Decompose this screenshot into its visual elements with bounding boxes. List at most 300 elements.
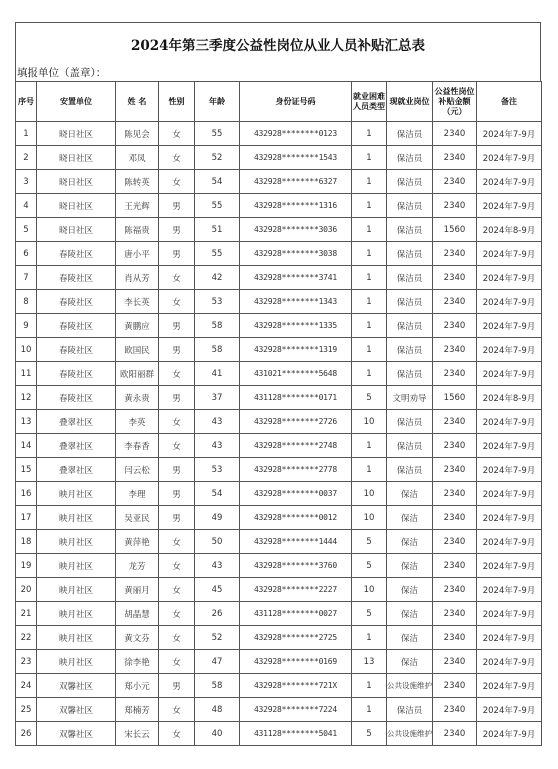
gender: 女 <box>159 554 195 578</box>
current-post: 保洁员 <box>387 218 433 242</box>
age: 55 <box>195 122 240 146</box>
id-number: 432928********1543 <box>240 146 352 170</box>
row-index: 12 <box>16 386 37 410</box>
remarks: 2024年7-9月 <box>477 314 542 338</box>
id-number: 432928********721X <box>240 674 352 698</box>
gender: 女 <box>159 266 195 290</box>
col-header-age: 年龄 <box>195 82 240 122</box>
current-post: 保洁员 <box>387 122 433 146</box>
table-row <box>16 170 542 194</box>
id-number: 432928********1316 <box>240 194 352 218</box>
table-row <box>16 650 542 674</box>
person-name: 李长英 <box>116 290 159 314</box>
remarks: 2024年7-9月 <box>477 482 542 506</box>
placement-unit: 映月社区 <box>37 482 116 506</box>
table-row <box>16 458 542 482</box>
placement-unit: 映月社区 <box>37 602 116 626</box>
current-post: 保洁员 <box>387 434 433 458</box>
gender: 女 <box>159 602 195 626</box>
remarks: 2024年7-9月 <box>477 530 542 554</box>
hardship-type: 1 <box>352 434 387 458</box>
age: 53 <box>195 458 240 482</box>
placement-unit: 叠翠社区 <box>37 410 116 434</box>
hardship-type: 5 <box>352 554 387 578</box>
person-name: 欧阳丽群 <box>116 362 159 386</box>
table-row <box>16 554 542 578</box>
placement-unit: 映月社区 <box>37 650 116 674</box>
remarks: 2024年7-9月 <box>477 626 542 650</box>
age: 40 <box>195 722 240 746</box>
subsidy-amount: 2340 <box>433 554 477 578</box>
col-header-name: 姓 名 <box>116 82 159 122</box>
person-name: 李春香 <box>116 434 159 458</box>
age: 48 <box>195 698 240 722</box>
gender: 女 <box>159 530 195 554</box>
table-row <box>16 362 542 386</box>
remarks: 2024年7-9月 <box>477 146 542 170</box>
id-number: 432928********2725 <box>240 626 352 650</box>
person-name: 黄丽月 <box>116 578 159 602</box>
remarks: 2024年7-9月 <box>477 338 542 362</box>
current-post: 保洁 <box>387 650 433 674</box>
person-name: 陈福贵 <box>116 218 159 242</box>
remarks: 2024年7-9月 <box>477 506 542 530</box>
gender: 女 <box>159 626 195 650</box>
age: 43 <box>195 434 240 458</box>
hardship-type: 1 <box>352 698 387 722</box>
age: 43 <box>195 410 240 434</box>
id-number: 432928********3036 <box>240 218 352 242</box>
remarks: 2024年7-9月 <box>477 434 542 458</box>
id-number: 432928********0012 <box>240 506 352 530</box>
id-number: 431021********5648 <box>240 362 352 386</box>
hardship-type: 1 <box>352 362 387 386</box>
row-index: 25 <box>16 698 37 722</box>
row-index: 3 <box>16 170 37 194</box>
col-header-hardship-type: 就业困难人员类型 <box>352 82 387 122</box>
age: 42 <box>195 266 240 290</box>
gender: 男 <box>159 506 195 530</box>
gender: 女 <box>159 434 195 458</box>
subsidy-amount: 2340 <box>433 578 477 602</box>
placement-unit: 晓日社区 <box>37 146 116 170</box>
subsidy-amount: 2340 <box>433 674 477 698</box>
current-post: 保洁员 <box>387 458 433 482</box>
placement-unit: 叠翠社区 <box>37 458 116 482</box>
id-number: 432928********0169 <box>240 650 352 674</box>
hardship-type: 1 <box>352 674 387 698</box>
remarks: 2024年7-9月 <box>477 650 542 674</box>
gender: 男 <box>159 218 195 242</box>
reporting-unit-label: 填报单位（盖章）： <box>15 65 541 81</box>
subsidy-amount: 2340 <box>433 650 477 674</box>
subsidy-summary-sheet <box>15 22 541 746</box>
current-post: 保洁员 <box>387 338 433 362</box>
person-name: 欧国民 <box>116 338 159 362</box>
table-row <box>16 122 542 146</box>
table-row <box>16 338 542 362</box>
remarks: 2024年7-9月 <box>477 698 542 722</box>
hardship-type: 1 <box>352 314 387 338</box>
sheet-title: 2024年第三季度公益性岗位从业人员补贴汇总表 <box>15 22 541 65</box>
subsidy-amount: 2340 <box>433 362 477 386</box>
table-row <box>16 386 542 410</box>
subsidy-amount: 2340 <box>433 122 477 146</box>
person-name: 吴亚民 <box>116 506 159 530</box>
table-row <box>16 242 542 266</box>
hardship-type: 1 <box>352 146 387 170</box>
age: 49 <box>195 506 240 530</box>
subsidy-amount: 2340 <box>433 338 477 362</box>
subsidy-amount: 1560 <box>433 218 477 242</box>
gender: 女 <box>159 722 195 746</box>
row-index: 26 <box>16 722 37 746</box>
hardship-type: 1 <box>352 242 387 266</box>
col-header-gender: 性别 <box>159 82 195 122</box>
id-number: 432928********1444 <box>240 530 352 554</box>
placement-unit: 晓日社区 <box>37 218 116 242</box>
subsidy-amount: 2340 <box>433 458 477 482</box>
age: 55 <box>195 194 240 218</box>
age: 50 <box>195 530 240 554</box>
person-name: 李英 <box>116 410 159 434</box>
row-index: 16 <box>16 482 37 506</box>
row-index: 21 <box>16 602 37 626</box>
gender: 男 <box>159 482 195 506</box>
age: 58 <box>195 314 240 338</box>
gender: 女 <box>159 170 195 194</box>
remarks: 2024年7-9月 <box>477 410 542 434</box>
gender: 女 <box>159 698 195 722</box>
row-index: 14 <box>16 434 37 458</box>
remarks: 2024年7-9月 <box>477 362 542 386</box>
person-name: 龙芳 <box>116 554 159 578</box>
subsidy-amount: 2340 <box>433 242 477 266</box>
current-post: 保洁 <box>387 578 433 602</box>
age: 45 <box>195 578 240 602</box>
row-index: 17 <box>16 506 37 530</box>
table-row <box>16 290 542 314</box>
col-header-index: 序号 <box>16 82 37 122</box>
person-name: 李理 <box>116 482 159 506</box>
placement-unit: 晓日社区 <box>37 170 116 194</box>
subsidy-amount: 2340 <box>433 602 477 626</box>
gender: 男 <box>159 194 195 218</box>
subsidy-amount: 2340 <box>433 626 477 650</box>
placement-unit: 春陵社区 <box>37 266 116 290</box>
hardship-type: 1 <box>352 122 387 146</box>
subsidy-amount: 1560 <box>433 386 477 410</box>
hardship-type: 5 <box>352 530 387 554</box>
remarks: 2024年7-9月 <box>477 554 542 578</box>
person-name: 黄鹏应 <box>116 314 159 338</box>
row-index: 24 <box>16 674 37 698</box>
id-number: 432928********2748 <box>240 434 352 458</box>
remarks: 2024年7-9月 <box>477 122 542 146</box>
hardship-type: 5 <box>352 602 387 626</box>
hardship-type: 10 <box>352 506 387 530</box>
age: 41 <box>195 362 240 386</box>
col-header-current-post: 现就业岗位 <box>387 82 433 122</box>
age: 55 <box>195 242 240 266</box>
person-name: 郑小元 <box>116 674 159 698</box>
hardship-type: 13 <box>352 650 387 674</box>
table-row <box>16 410 542 434</box>
age: 52 <box>195 626 240 650</box>
current-post: 保洁员 <box>387 410 433 434</box>
placement-unit: 春陵社区 <box>37 386 116 410</box>
remarks: 2024年8-9月 <box>477 218 542 242</box>
subsidy-amount: 2340 <box>433 482 477 506</box>
placement-unit: 叠翠社区 <box>37 434 116 458</box>
table-row <box>16 266 542 290</box>
table-row <box>16 218 542 242</box>
placement-unit: 晓日社区 <box>37 122 116 146</box>
hardship-type: 1 <box>352 290 387 314</box>
col-header-subsidy-amount: 公益性岗位补贴金额（元） <box>433 82 477 122</box>
id-number: 432928********1319 <box>240 338 352 362</box>
gender: 女 <box>159 578 195 602</box>
table-row <box>16 506 542 530</box>
id-number: 432928********2726 <box>240 410 352 434</box>
table-header-row <box>16 82 542 122</box>
subsidy-amount: 2340 <box>433 266 477 290</box>
id-number: 432928********2778 <box>240 458 352 482</box>
gender: 男 <box>159 386 195 410</box>
row-index: 18 <box>16 530 37 554</box>
subsidy-amount: 2340 <box>433 290 477 314</box>
id-number: 432928********6327 <box>240 170 352 194</box>
gender: 女 <box>159 146 195 170</box>
id-number: 432928********0037 <box>240 482 352 506</box>
person-name: 胡晶慧 <box>116 602 159 626</box>
current-post: 保洁员 <box>387 266 433 290</box>
gender: 女 <box>159 410 195 434</box>
subsidy-amount: 2340 <box>433 146 477 170</box>
current-post: 文明劝导 <box>387 386 433 410</box>
row-index: 9 <box>16 314 37 338</box>
remarks: 2024年7-9月 <box>477 458 542 482</box>
gender: 女 <box>159 122 195 146</box>
hardship-type: 1 <box>352 194 387 218</box>
current-post: 保洁员 <box>387 314 433 338</box>
remarks: 2024年7-9月 <box>477 242 542 266</box>
remarks: 2024年7-9月 <box>477 722 542 746</box>
placement-unit: 映月社区 <box>37 626 116 650</box>
subsidy-amount: 2340 <box>433 506 477 530</box>
subsidy-amount: 2340 <box>433 434 477 458</box>
id-number: 432928********3038 <box>240 242 352 266</box>
remarks: 2024年7-9月 <box>477 266 542 290</box>
gender: 男 <box>159 458 195 482</box>
row-index: 22 <box>16 626 37 650</box>
placement-unit: 映月社区 <box>37 554 116 578</box>
placement-unit: 春陵社区 <box>37 362 116 386</box>
row-index: 20 <box>16 578 37 602</box>
age: 58 <box>195 338 240 362</box>
table-row <box>16 482 542 506</box>
current-post: 保洁员 <box>387 698 433 722</box>
current-post: 保洁 <box>387 554 433 578</box>
id-number: 432928********2227 <box>240 578 352 602</box>
gender: 男 <box>159 338 195 362</box>
subsidy-amount: 2340 <box>433 170 477 194</box>
row-index: 5 <box>16 218 37 242</box>
subsidy-amount: 2340 <box>433 722 477 746</box>
placement-unit: 春陵社区 <box>37 338 116 362</box>
person-name: 宋长云 <box>116 722 159 746</box>
table-row <box>16 146 542 170</box>
row-index: 6 <box>16 242 37 266</box>
person-name: 闫云松 <box>116 458 159 482</box>
table-row <box>16 626 542 650</box>
age: 58 <box>195 674 240 698</box>
hardship-type: 1 <box>352 218 387 242</box>
subsidy-amount: 2340 <box>433 314 477 338</box>
hardship-type: 1 <box>352 458 387 482</box>
remarks: 2024年7-9月 <box>477 602 542 626</box>
row-index: 1 <box>16 122 37 146</box>
person-name: 徐李艳 <box>116 650 159 674</box>
gender: 女 <box>159 650 195 674</box>
table-row <box>16 530 542 554</box>
person-name: 唐小平 <box>116 242 159 266</box>
gender: 男 <box>159 314 195 338</box>
remarks: 2024年8-9月 <box>477 386 542 410</box>
id-number: 432928********7224 <box>240 698 352 722</box>
id-number: 431128********0027 <box>240 602 352 626</box>
col-header-id-number: 身份证号码 <box>240 82 352 122</box>
hardship-type: 10 <box>352 410 387 434</box>
hardship-type: 10 <box>352 482 387 506</box>
age: 54 <box>195 170 240 194</box>
subsidy-amount: 2340 <box>433 194 477 218</box>
id-number: 431128********5041 <box>240 722 352 746</box>
age: 53 <box>195 290 240 314</box>
person-name: 黄萍艳 <box>116 530 159 554</box>
id-number: 432928********0123 <box>240 122 352 146</box>
current-post: 保洁员 <box>387 362 433 386</box>
person-name: 陈见会 <box>116 122 159 146</box>
hardship-type: 1 <box>352 626 387 650</box>
current-post: 保洁员 <box>387 290 433 314</box>
row-index: 4 <box>16 194 37 218</box>
remarks: 2024年7-9月 <box>477 194 542 218</box>
current-post: 保洁员 <box>387 170 433 194</box>
subsidy-amount: 2340 <box>433 530 477 554</box>
table-row <box>16 578 542 602</box>
current-post: 保洁 <box>387 506 433 530</box>
person-name: 郑楠芳 <box>116 698 159 722</box>
id-number: 432928********3741 <box>240 266 352 290</box>
current-post: 保洁 <box>387 626 433 650</box>
remarks: 2024年7-9月 <box>477 674 542 698</box>
id-number: 432928********1343 <box>240 290 352 314</box>
table-row <box>16 602 542 626</box>
person-name: 邓凤 <box>116 146 159 170</box>
current-post: 公共设施维护 <box>387 722 433 746</box>
current-post: 保洁员 <box>387 146 433 170</box>
placement-unit: 映月社区 <box>37 578 116 602</box>
row-index: 15 <box>16 458 37 482</box>
person-name: 黄文芬 <box>116 626 159 650</box>
current-post: 保洁 <box>387 482 433 506</box>
remarks: 2024年7-9月 <box>477 578 542 602</box>
table-row <box>16 698 542 722</box>
subsidy-table <box>15 81 542 746</box>
placement-unit: 双馨社区 <box>37 674 116 698</box>
subsidy-amount: 2340 <box>433 410 477 434</box>
hardship-type: 1 <box>352 266 387 290</box>
row-index: 2 <box>16 146 37 170</box>
age: 51 <box>195 218 240 242</box>
row-index: 13 <box>16 410 37 434</box>
age: 26 <box>195 602 240 626</box>
gender: 女 <box>159 290 195 314</box>
current-post: 保洁员 <box>387 242 433 266</box>
placement-unit: 晓日社区 <box>37 194 116 218</box>
gender: 男 <box>159 674 195 698</box>
table-row <box>16 722 542 746</box>
id-number: 432928********3760 <box>240 554 352 578</box>
hardship-type: 10 <box>352 578 387 602</box>
age: 47 <box>195 650 240 674</box>
current-post: 保洁 <box>387 602 433 626</box>
placement-unit: 双馨社区 <box>37 722 116 746</box>
current-post: 保洁 <box>387 530 433 554</box>
id-number: 432928********1335 <box>240 314 352 338</box>
hardship-type: 1 <box>352 170 387 194</box>
hardship-type: 1 <box>352 338 387 362</box>
table-row <box>16 434 542 458</box>
gender: 女 <box>159 362 195 386</box>
current-post: 公共设施维护 <box>387 674 433 698</box>
person-name: 肖从芳 <box>116 266 159 290</box>
row-index: 10 <box>16 338 37 362</box>
age: 43 <box>195 554 240 578</box>
row-index: 11 <box>16 362 37 386</box>
id-number: 431128********0171 <box>240 386 352 410</box>
hardship-type: 5 <box>352 386 387 410</box>
placement-unit: 映月社区 <box>37 530 116 554</box>
remarks: 2024年7-9月 <box>477 290 542 314</box>
col-header-unit: 安置单位 <box>37 82 116 122</box>
table-row <box>16 314 542 338</box>
gender: 男 <box>159 242 195 266</box>
row-index: 8 <box>16 290 37 314</box>
placement-unit: 双馨社区 <box>37 698 116 722</box>
placement-unit: 春陵社区 <box>37 314 116 338</box>
row-index: 23 <box>16 650 37 674</box>
placement-unit: 春陵社区 <box>37 242 116 266</box>
row-index: 19 <box>16 554 37 578</box>
placement-unit: 映月社区 <box>37 506 116 530</box>
table-row <box>16 194 542 218</box>
person-name: 王光辉 <box>116 194 159 218</box>
col-header-remarks: 备注 <box>477 82 542 122</box>
row-index: 7 <box>16 266 37 290</box>
current-post: 保洁员 <box>387 194 433 218</box>
person-name: 黄永贵 <box>116 386 159 410</box>
age: 37 <box>195 386 240 410</box>
age: 54 <box>195 482 240 506</box>
subsidy-amount: 2340 <box>433 698 477 722</box>
table-row <box>16 674 542 698</box>
age: 52 <box>195 146 240 170</box>
placement-unit: 春陵社区 <box>37 290 116 314</box>
hardship-type: 5 <box>352 722 387 746</box>
person-name: 陈转英 <box>116 170 159 194</box>
